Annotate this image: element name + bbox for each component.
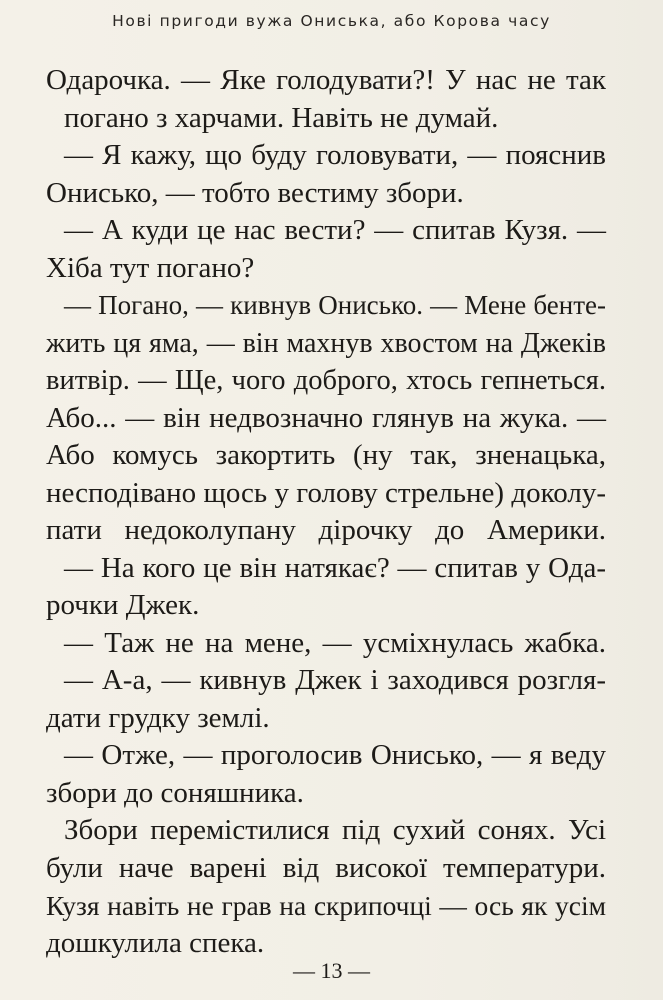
text-line: дошкулила спека.	[46, 926, 265, 959]
body-text	[46, 62, 606, 962]
page-number: — 13 —	[293, 958, 370, 983]
text-line: погано з харчами. Навіть не думай.	[64, 101, 499, 134]
text-line: несподівано щось у голову стрельне) доколу-	[46, 476, 606, 509]
text-line: дати грудку землі.	[46, 701, 270, 734]
text-line: Кузя навіть не грав на скрипочці — ось як усім	[46, 890, 606, 921]
text-line: Або комусь закортить (ну так, зненацька,	[46, 439, 606, 471]
text-line: пати недоколупану дірочку до Америки.	[46, 514, 606, 546]
text-line: — Отже, — проголосив Онисько, — я веду	[64, 739, 606, 771]
running-header: Нові пригоди вужа Ониська, або Корова часу	[112, 12, 551, 30]
text-line: — Таж не на мене, — усміхнулась жабка.	[64, 626, 606, 659]
text-line: Онисько, — тобто вестиму збори.	[46, 176, 464, 209]
text-line: — Погано, — кивнув Онисько. — Мене бенте-	[64, 290, 606, 320]
text-line: — А-а, — кивнув Джек і заходився розгля-	[64, 664, 606, 696]
text-line: — А куди це нас вести? — спитав Кузя. —	[64, 214, 606, 246]
text-line: — На кого це він натякає? — спитав у Ода-	[64, 551, 606, 584]
text-line: Збори перемістилися під сухий сонях. Усі	[64, 814, 606, 846]
text-line: Або... — він недвозначно глянув на жука. —	[46, 401, 606, 434]
text-line: жить ця яма, — він махнув хвостом на Джеків	[46, 327, 606, 359]
text-line: Хіба тут погано?	[46, 251, 255, 284]
text-line: рочки Джек.	[46, 589, 200, 621]
text-line: — Я кажу, що буду головувати, — пояснив	[64, 139, 606, 171]
text-line: були наче варені від високої температури.	[46, 851, 606, 884]
text-line: витвір. — Ще, чого доброго, хтось гепнеться.	[46, 365, 606, 396]
text-line: Одарочка. — Яке голодувати?! У нас не так	[46, 64, 606, 96]
text-line: збори до соняшника.	[46, 776, 304, 809]
